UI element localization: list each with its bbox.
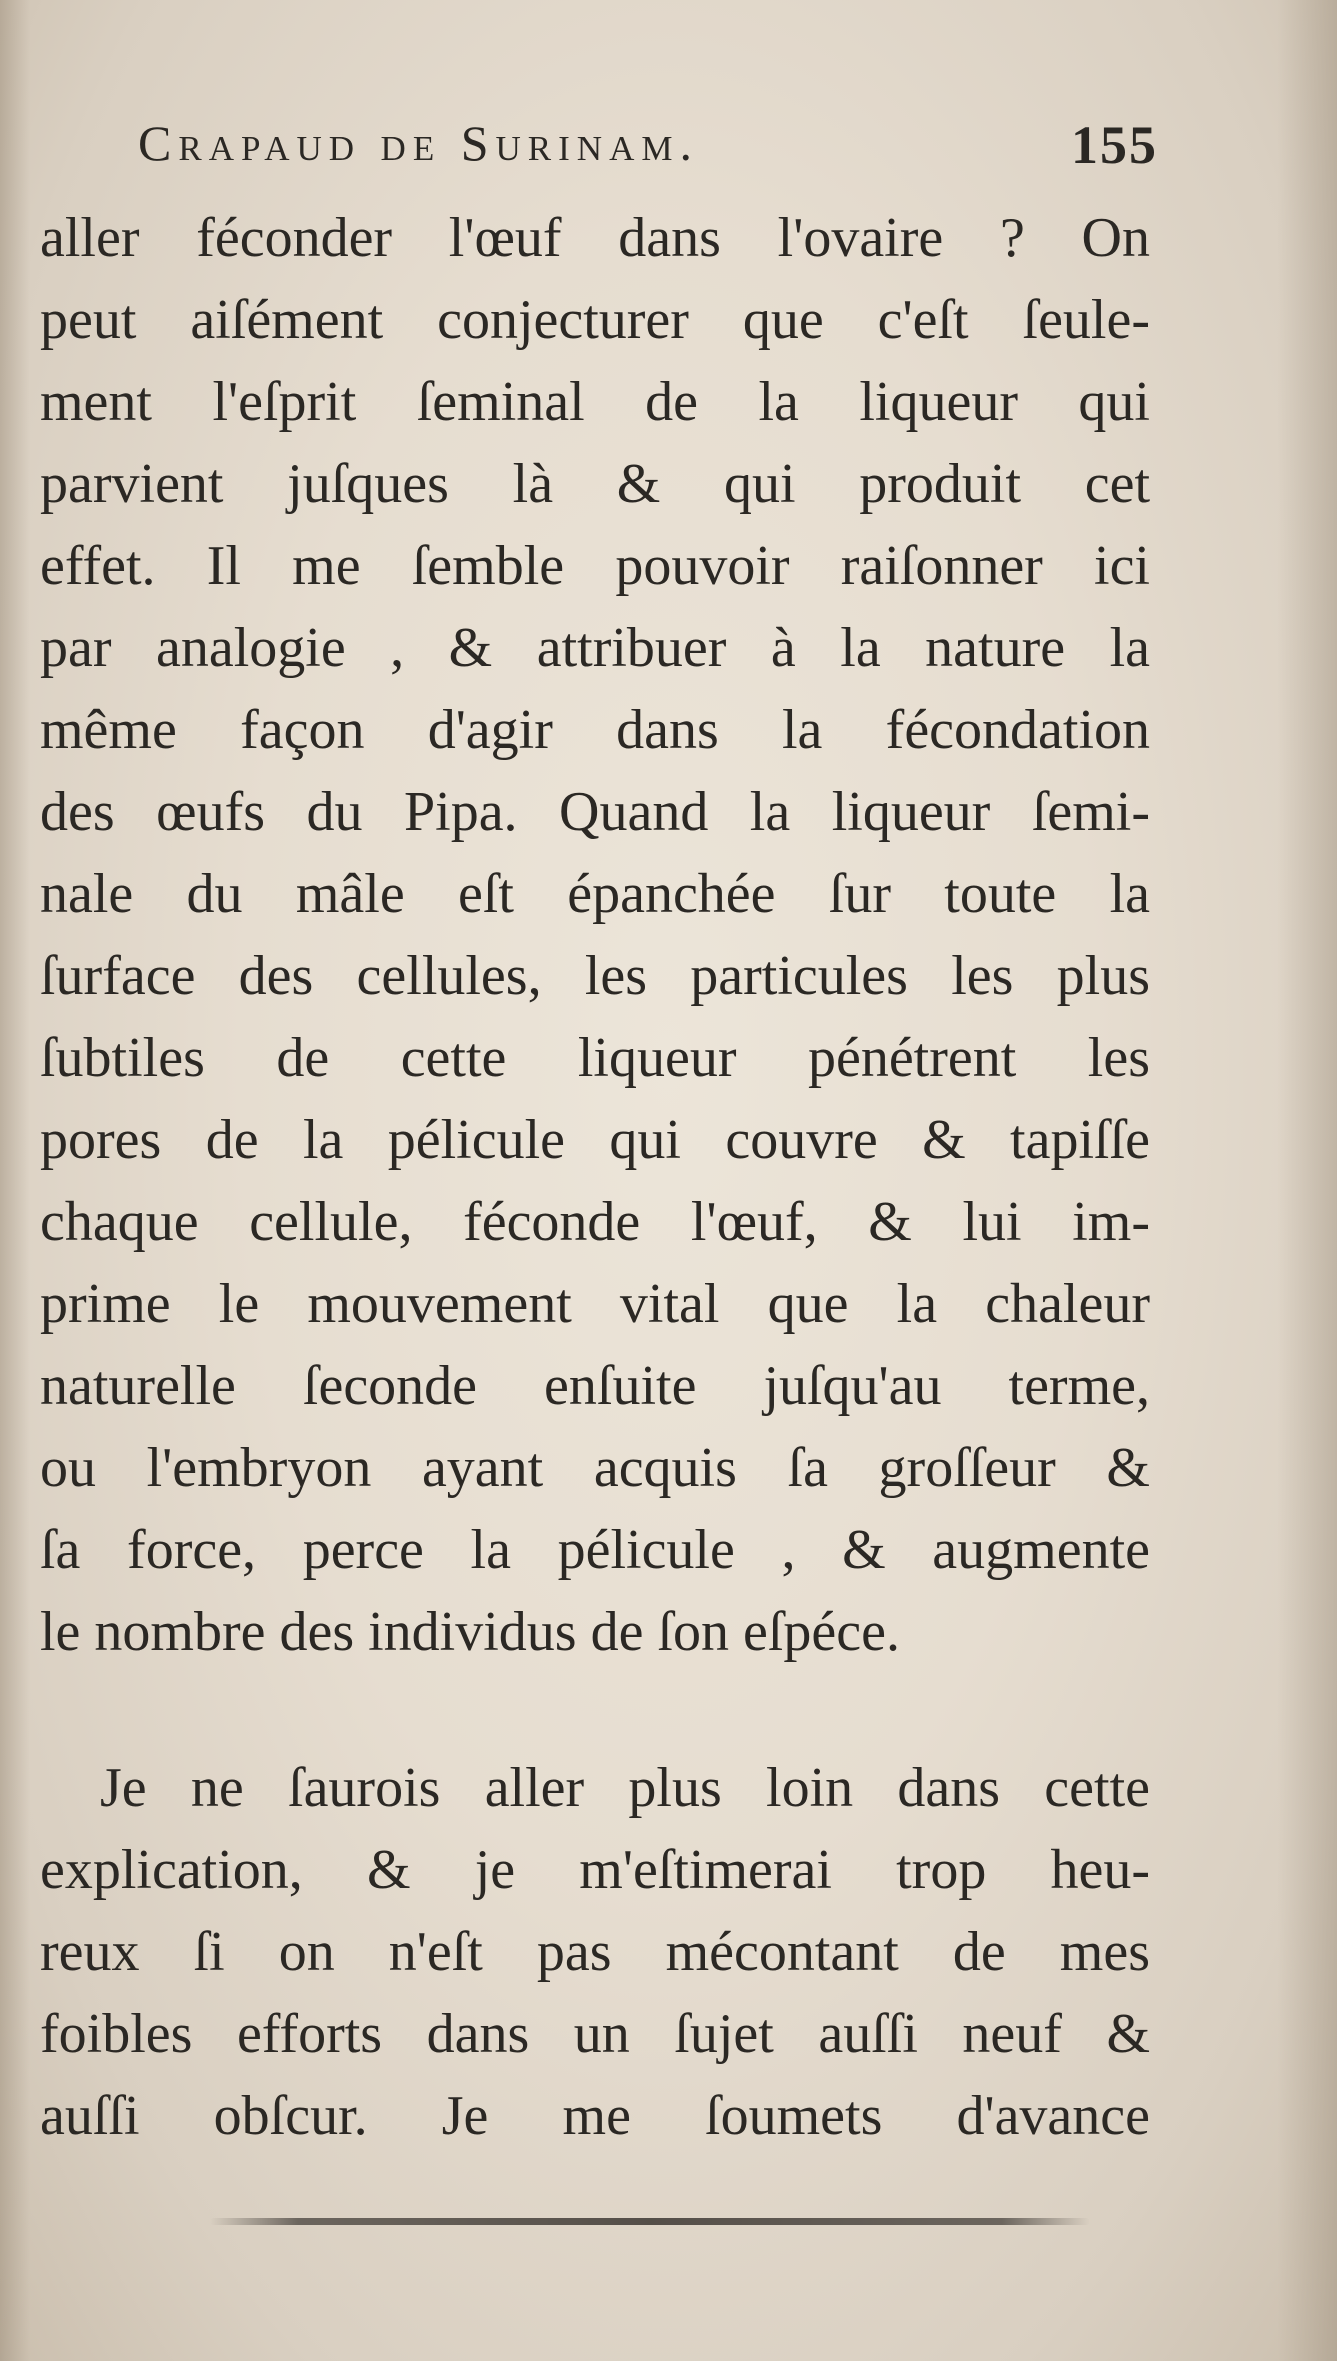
text-line: chaque cellule, féconde l'œuf, & lui im- [40,1191,1150,1253]
text-line: prime le mouvement vital que la chaleur [40,1273,1150,1335]
text-line: peut aiſément conjecturer que c'eſt ſeule- [40,289,1150,351]
text-line: effet. Il me ſemble pouvoir raiſonner ici [40,535,1150,597]
page-header [138,108,1158,188]
text-line: même façon d'agir dans la fécondation [40,699,1150,761]
bottom-rule [210,2218,1090,2225]
text-line: explication, & je m'eſtimerai trop heu- [40,1839,1150,1901]
text-line: le nombre des individus de ſon eſpéce. [40,1601,900,1663]
text-line: des œufs du Pipa. Quand la liqueur ſemi- [40,781,1150,843]
text-line: ment l'eſprit ſeminal de la liqueur qui [40,371,1150,433]
text-line: par analogie , & attribuer à la nature la [40,617,1150,679]
text-line: nale du mâle eſt épanchée ſur toute la [40,863,1150,925]
text-line: reux ſi on n'eſt pas mécontant de mes [40,1921,1150,1983]
page-gutter-shadow [0,0,30,2361]
text-line: parvient juſques là & qui produit cet [40,453,1150,515]
text-line: foibles efforts dans un ſujet auſſi neuf & [40,2003,1150,2065]
text-line: Je ne ſaurois aller plus loin dans cette [100,1757,1150,1819]
page-edge-shadow [1277,0,1337,2361]
text-line: ſa force, perce la pélicule , & augmente [40,1519,1150,1581]
text-line: naturelle ſeconde enſuite juſqu'au terme, [40,1355,1150,1417]
running-title: Crapaud de Surinam. [138,115,699,171]
text-line: ſubtiles de cette liqueur pénétrent les [40,1027,1150,1089]
text-line: ſurface des cellules, les particules les plus [40,945,1150,1007]
text-line: auſſi obſcur. Je me ſoumets d'avance [40,2085,1150,2147]
page-number: 155 [1071,115,1158,175]
text-line: pores de la pélicule qui couvre & tapiſſe [40,1109,1150,1171]
text-line: ou l'embryon ayant acquis ſa groſſeur & [40,1437,1150,1499]
text-line: aller féconder l'œuf dans l'ovaire ? On [40,207,1150,269]
